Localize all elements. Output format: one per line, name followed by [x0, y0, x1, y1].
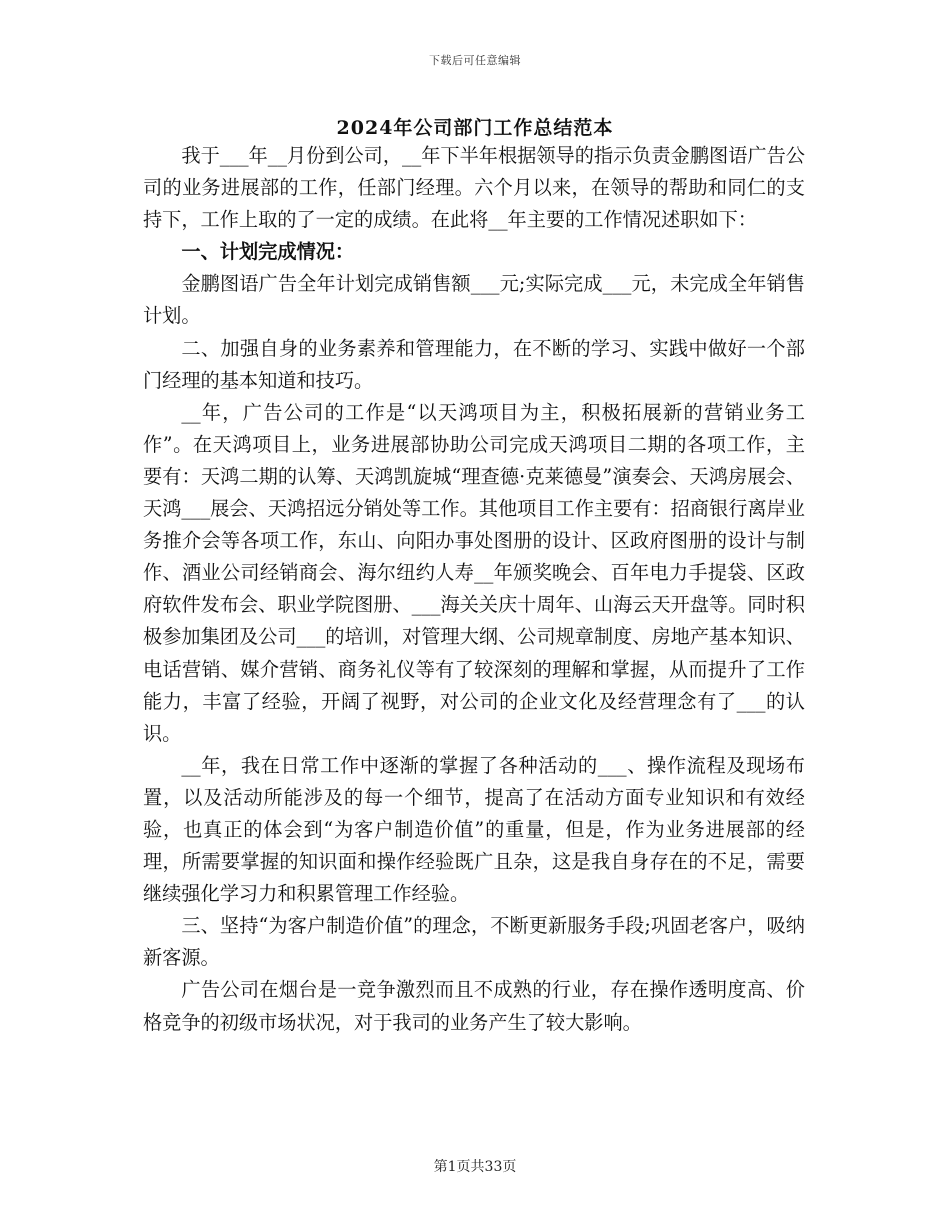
paragraph-projects: __年，广告公司的工作是“以天鸿项目为主，积极拓展新的营销业务工作”。在天鸿项目上，业务进展部协助公司完成天鸿项目二期的各项工作，主要有：天鸿二期的认筹、天鸿凯旋城“理查德·克莱德曼”演奏会、天鸿房展会、天鸿___展会、天鸿招远分销处等工作。其他项目工作主要有：招商银行离岸业务推介会等各项工作，东山、向阳办事处图册的设计、区政府图册的设计与制作、酒业公司经销商会、海尔纽约人寿__年颁奖晚会、百年电力手提袋、区政府软件发布会、职业学院图册、___海关关庆十周年、山海云天开盘等。同时积极参加集团及公司___的培训，对管理大纲、公司规章制度、房地产基本知识、电话营销、媒介营销、商务礼仪等有了较深刻的理解和掌握，从而提升了工作能力，丰富了经验，开阔了视野，对公司的企业文化及经营理念有了___的认识。 [143, 400, 805, 745]
paragraph-section-two: 二、加强自身的业务素养和管理能力，在不断的学习、实践中做好一个部门经理的基本知道和技巧。 [143, 336, 805, 392]
paragraph-experience: __年，我在日常工作中逐渐的掌握了各种活动的___、操作流程及现场布置，以及活动所能涉及的每一个细节，提高了在活动方面专业知识和有效经验，也真正的体会到“为客户制造价值”的重量，但是，作为业务进展部的经理，所需要掌握的知识面和操作经验既广且杂，这是我自身存在的不足，需要继续强化学习力和积累管理工作经验。 [143, 753, 805, 906]
header-note: 下载后可任意编辑 [429, 54, 521, 67]
document-body [143, 140, 805, 1039]
section-heading-plan: 一、计划完成情况： [181, 240, 355, 264]
document-title: 2024年公司部门工作总结范本 [336, 117, 614, 139]
page-footer: 第1页共33页 [433, 1159, 517, 1175]
paragraph-section-three: 三、坚持“为客户制造价值”的理念，不断更新服务手段;巩固老客户，吸纳新客源。 [143, 914, 805, 970]
paragraph-sales: 金鹏图语广告全年计划完成销售额___元;实际完成___元，未完成全年销售计划。 [143, 272, 805, 328]
paragraph-intro: 我于___年__月份到公司，__年下半年根据领导的指示负责金鹏图语广告公司的业务进展部的工作，任部门经理。六个月以来，在领导的帮助和同仁的支持下，工作上取的了一定的成绩。在此将__年主要的工作情况述职如下： [143, 144, 805, 232]
paragraph-market: 广告公司在烟台是一竞争激烈而且不成熟的行业，存在操作透明度高、价格竞争的初级市场状况，对于我司的业务产生了较大影响。 [143, 978, 805, 1034]
